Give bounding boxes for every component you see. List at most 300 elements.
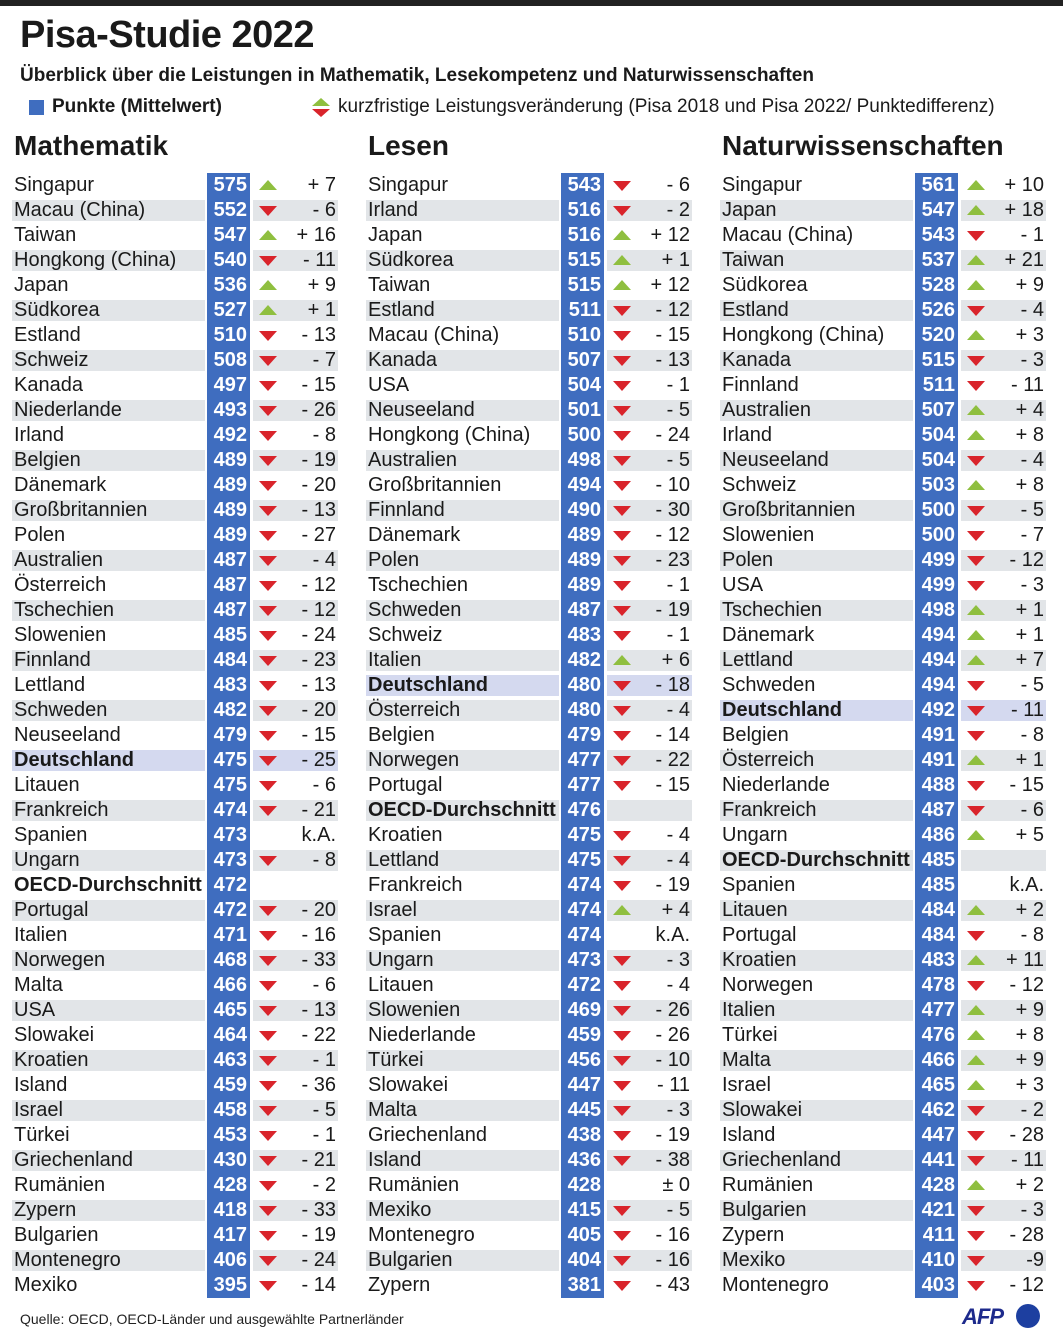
triangle-down-icon	[258, 779, 278, 792]
change-value: - 25	[301, 749, 336, 771]
triangle-up-icon	[612, 279, 632, 292]
change-value: - 5	[666, 1199, 690, 1221]
country-name: Macau (China)	[722, 224, 854, 246]
score-value: 458	[207, 1098, 250, 1123]
triangle-down-icon	[966, 1129, 986, 1142]
country-name: Malta	[368, 1099, 417, 1121]
triangle-down-icon	[612, 304, 632, 317]
triangle-down-icon	[258, 754, 278, 767]
table-row	[720, 348, 1050, 373]
triangle-up-icon	[966, 254, 986, 267]
triangle-up-icon	[966, 429, 986, 442]
country-name: Slowakei	[14, 1024, 95, 1046]
triangle-up-icon	[258, 279, 278, 292]
score-value: 543	[915, 223, 958, 248]
country-name: Großbritannien	[14, 499, 148, 521]
country-name: Portugal	[14, 899, 89, 921]
score-value: 428	[561, 1173, 604, 1198]
country-name: Malta	[722, 1049, 771, 1071]
table-row	[12, 898, 342, 923]
change-value: - 3	[1020, 574, 1044, 596]
score-value: 441	[915, 1148, 958, 1173]
country-name: Israel	[722, 1074, 771, 1096]
score-value: 487	[207, 598, 250, 623]
change-value: + 8	[1015, 1024, 1044, 1046]
table-row	[366, 523, 696, 548]
triangle-up-icon	[966, 404, 986, 417]
score-value: 540	[207, 248, 250, 273]
table-row	[12, 398, 342, 423]
change-value: - 19	[655, 874, 690, 896]
triangle-down-icon	[966, 979, 986, 992]
change-value: - 3	[1020, 349, 1044, 371]
score-value: 499	[915, 573, 958, 598]
triangle-down-icon	[258, 1279, 278, 1292]
country-name: Kroatien	[368, 824, 443, 846]
change-value: - 11	[1011, 699, 1044, 721]
country-name: Neuseeland	[722, 449, 829, 471]
score-value: 479	[207, 723, 250, 748]
triangle-down-icon	[612, 629, 632, 642]
country-name: Kanada	[14, 374, 83, 396]
score-value: 469	[561, 998, 604, 1023]
change-value: + 2	[1015, 1174, 1044, 1196]
country-name: Zypern	[14, 1199, 77, 1221]
change-value: + 16	[296, 224, 336, 246]
country-name: Frankreich	[368, 874, 463, 896]
score-value: 475	[207, 748, 250, 773]
oecd-average-row	[720, 848, 1050, 873]
triangle-down-icon	[258, 479, 278, 492]
score-value: 415	[561, 1198, 604, 1223]
triangle-up-icon	[258, 179, 278, 192]
legend	[20, 96, 1060, 120]
triangle-down-icon	[612, 1204, 632, 1217]
triangle-down-icon	[612, 1104, 632, 1117]
table-row	[366, 398, 696, 423]
change-value: - 21	[301, 799, 336, 821]
country-name: Italien	[14, 924, 68, 946]
triangle-up-icon	[966, 954, 986, 967]
country-name: Portugal	[368, 774, 443, 796]
table-row	[366, 1073, 696, 1098]
highlight-row-deutschland	[720, 698, 1050, 723]
score-value: 494	[561, 473, 604, 498]
triangle-up-icon	[966, 1004, 986, 1017]
table-row	[12, 373, 342, 398]
triangle-down-icon	[612, 404, 632, 417]
country-name: Island	[368, 1149, 422, 1171]
score-value: 405	[561, 1223, 604, 1248]
country-name: Macau (China)	[14, 199, 146, 221]
page-title: Pisa-Studie 2022	[20, 14, 315, 56]
triangle-down-icon	[258, 404, 278, 417]
score-value: 395	[207, 1273, 250, 1298]
country-name: Slowenien	[722, 524, 815, 546]
change-value: - 28	[1009, 1124, 1044, 1146]
country-name: Tschechien	[368, 574, 469, 596]
table-row	[720, 948, 1050, 973]
country-name: Kanada	[368, 349, 437, 371]
country-name: Türkei	[722, 1024, 778, 1046]
country-name: Spanien	[14, 824, 88, 846]
change-value: - 3	[666, 1099, 690, 1121]
country-name: Estland	[14, 324, 81, 346]
table-row	[720, 198, 1050, 223]
table-row	[720, 623, 1050, 648]
table-row	[12, 323, 342, 348]
score-value: 515	[561, 273, 604, 298]
triangle-down-icon	[612, 504, 632, 517]
change-value: + 1	[661, 249, 690, 271]
score-value: 526	[915, 298, 958, 323]
change-value: - 11	[1011, 1149, 1044, 1171]
country-name: Taiwan	[722, 249, 785, 271]
table-row	[720, 773, 1050, 798]
triangle-down-icon	[966, 679, 986, 692]
change-value: - 14	[655, 724, 690, 746]
country-name: Kanada	[722, 349, 791, 371]
score-value: 475	[561, 823, 604, 848]
change-value: + 11	[1006, 949, 1044, 971]
score-value: 459	[207, 1073, 250, 1098]
triangle-down-icon	[258, 1154, 278, 1167]
score-value: 428	[915, 1173, 958, 1198]
change-value: k.A.	[301, 824, 336, 846]
country-name: Israel	[368, 899, 417, 921]
country-name: Mexiko	[14, 1274, 78, 1296]
country-name: Griechenland	[722, 1149, 841, 1171]
score-value: 487	[207, 548, 250, 573]
change-value: + 1	[1015, 749, 1044, 771]
change-value: - 13	[301, 674, 336, 696]
score-value: 418	[207, 1198, 250, 1223]
score-value: 504	[915, 448, 958, 473]
highlight-row-deutschland	[12, 748, 342, 773]
country-name: OECD-Durchschnitt	[14, 874, 202, 896]
score-value: 479	[561, 723, 604, 748]
legend-points-label: Punkte (Mittelwert)	[52, 96, 222, 117]
score-value: 445	[561, 1098, 604, 1123]
triangle-up-icon	[966, 754, 986, 767]
row-stripe	[961, 850, 1046, 871]
triangle-down-icon	[258, 379, 278, 392]
change-value: - 5	[666, 449, 690, 471]
table-row	[366, 423, 696, 448]
score-value: 483	[207, 673, 250, 698]
score-value: 547	[207, 223, 250, 248]
triangle-down-icon	[612, 854, 632, 867]
triangle-down-icon	[612, 704, 632, 717]
country-name: Malta	[14, 974, 63, 996]
change-value: - 11	[303, 249, 336, 271]
table-row	[366, 1048, 696, 1073]
country-name: Ungarn	[368, 949, 434, 971]
table-row	[720, 798, 1050, 823]
change-value: - 4	[666, 699, 690, 721]
triangle-up-icon	[966, 279, 986, 292]
score-value: 520	[915, 323, 958, 348]
country-name: Tschechien	[14, 599, 115, 621]
change-value: - 14	[301, 1274, 336, 1296]
score-value: 500	[915, 498, 958, 523]
score-value: 489	[561, 548, 604, 573]
triangle-down-icon	[612, 204, 632, 217]
country-name: Belgien	[722, 724, 789, 746]
change-value: + 1	[307, 299, 336, 321]
change-value: - 22	[301, 1024, 336, 1046]
triangle-down-icon	[966, 354, 986, 367]
table-row	[720, 1098, 1050, 1123]
change-value: - 8	[1020, 724, 1044, 746]
change-value: + 21	[1004, 249, 1044, 271]
triangle-down-icon	[258, 654, 278, 667]
score-value: 575	[207, 173, 250, 198]
change-value: + 8	[1015, 424, 1044, 446]
change-value: - 1	[312, 1124, 336, 1146]
country-name: Slowenien	[368, 999, 461, 1021]
score-value: 499	[915, 548, 958, 573]
triangle-down-icon	[612, 429, 632, 442]
triangle-down-icon	[966, 304, 986, 317]
score-value: 410	[915, 1248, 958, 1273]
triangle-up-icon	[966, 629, 986, 642]
triangle-up-icon	[612, 654, 632, 667]
score-value: 482	[207, 698, 250, 723]
change-value: ± 0	[662, 1174, 690, 1196]
country-name: Singapur	[14, 174, 95, 196]
table-row	[366, 223, 696, 248]
change-value: - 43	[655, 1274, 690, 1296]
triangle-down-icon	[612, 1254, 632, 1267]
score-value: 490	[561, 498, 604, 523]
table-row	[720, 1073, 1050, 1098]
score-value: 489	[561, 523, 604, 548]
score-value: 500	[915, 523, 958, 548]
country-name: Estland	[368, 299, 435, 321]
triangle-down-icon	[612, 454, 632, 467]
score-value: 528	[915, 273, 958, 298]
score-value: 494	[915, 648, 958, 673]
score-value: 515	[915, 348, 958, 373]
change-value: -9	[1026, 1249, 1044, 1271]
country-name: Polen	[722, 549, 774, 571]
score-value: 489	[561, 573, 604, 598]
change-value: - 4	[1020, 299, 1044, 321]
score-value: 501	[561, 398, 604, 423]
table-row	[12, 248, 342, 273]
change-value: - 4	[666, 824, 690, 846]
table-row	[12, 1173, 342, 1198]
score-value: 485	[915, 873, 958, 898]
country-name: Irland	[368, 199, 419, 221]
table-row	[720, 648, 1050, 673]
triangle-down-icon	[966, 529, 986, 542]
country-name: Schweden	[722, 674, 816, 696]
change-value: - 7	[312, 349, 336, 371]
triangle-down-icon	[612, 829, 632, 842]
country-name: Slowakei	[368, 1074, 449, 1096]
change-value: - 15	[1009, 774, 1044, 796]
table-row	[12, 623, 342, 648]
country-name: Bulgarien	[368, 1249, 453, 1271]
country-name: Deutschland	[14, 749, 135, 771]
triangle-down-icon	[612, 1004, 632, 1017]
table-row	[366, 323, 696, 348]
triangle-down-icon	[966, 504, 986, 517]
score-value: 484	[207, 648, 250, 673]
table-row	[12, 1098, 342, 1123]
table-row	[720, 1173, 1050, 1198]
score-value: 498	[561, 448, 604, 473]
score-value: 473	[207, 823, 250, 848]
table-row	[720, 423, 1050, 448]
table-row	[12, 573, 342, 598]
change-value: - 5	[312, 1099, 336, 1121]
country-name: Polen	[368, 549, 420, 571]
triangle-down-icon	[258, 804, 278, 817]
triangle-down-icon	[258, 579, 278, 592]
triangle-down-icon	[258, 254, 278, 267]
change-value: - 12	[655, 299, 690, 321]
triangle-down-icon	[612, 954, 632, 967]
country-name: Slowenien	[14, 624, 107, 646]
change-value: - 12	[301, 599, 336, 621]
score-value: 561	[915, 173, 958, 198]
score-value: 475	[207, 773, 250, 798]
country-name: Montenegro	[722, 1274, 829, 1296]
table-row	[720, 173, 1050, 198]
triangle-down-icon	[612, 179, 632, 192]
ranking-list	[366, 173, 696, 1298]
table-row	[720, 273, 1050, 298]
triangle-down-icon	[258, 1254, 278, 1267]
score-value: 464	[207, 1023, 250, 1048]
table-row	[720, 748, 1050, 773]
column-heading: Lesen	[368, 130, 449, 161]
table-row	[366, 598, 696, 623]
table-row	[12, 498, 342, 523]
change-value: + 7	[1015, 649, 1044, 671]
triangle-down-icon	[612, 529, 632, 542]
country-name: Israel	[14, 1099, 63, 1121]
score-value: 447	[915, 1123, 958, 1148]
country-name: Österreich	[722, 749, 815, 771]
table-row	[12, 723, 342, 748]
table-row	[720, 1273, 1050, 1298]
score-value: 465	[915, 1073, 958, 1098]
country-name: Schweden	[14, 699, 108, 721]
triangle-down-icon	[258, 679, 278, 692]
score-value: 477	[561, 748, 604, 773]
triangle-down-icon	[966, 1204, 986, 1217]
country-name: Spanien	[368, 924, 442, 946]
country-name: Portugal	[722, 924, 797, 946]
country-name: Slowakei	[722, 1099, 803, 1121]
country-name: Rumänien	[368, 1174, 460, 1196]
change-value: - 11	[1011, 374, 1044, 396]
score-value: 486	[915, 823, 958, 848]
triangle-down-icon	[612, 604, 632, 617]
change-value: + 7	[307, 174, 336, 196]
triangle-up-icon	[966, 604, 986, 617]
table-row	[720, 923, 1050, 948]
legend-change-label: kurzfristige Leistungsveränderung (Pisa 2018 und Pisa 2022/ Punktedifferenz)	[338, 96, 995, 117]
change-value: - 23	[655, 549, 690, 571]
score-value: 487	[915, 798, 958, 823]
triangle-down-icon	[612, 1129, 632, 1142]
country-name: Neuseeland	[368, 399, 475, 421]
change-value: - 26	[655, 999, 690, 1021]
score-value: 492	[915, 698, 958, 723]
score-value: 516	[561, 198, 604, 223]
triangle-down-icon	[258, 454, 278, 467]
country-name: Litauen	[14, 774, 80, 796]
triangle-down-icon	[258, 704, 278, 717]
change-value: - 30	[655, 499, 690, 521]
change-value: - 1	[666, 624, 690, 646]
table-row	[720, 973, 1050, 998]
change-value: + 6	[661, 649, 690, 671]
change-value: - 19	[655, 599, 690, 621]
table-row	[720, 448, 1050, 473]
triangle-down-icon	[966, 804, 986, 817]
country-name: Lettland	[14, 674, 86, 696]
change-value: k.A.	[1009, 874, 1044, 896]
table-row	[366, 373, 696, 398]
change-value: + 1	[1015, 599, 1044, 621]
change-value: + 9	[1015, 999, 1044, 1021]
country-name: Bulgarien	[14, 1224, 99, 1246]
table-row	[366, 298, 696, 323]
change-value: + 10	[1004, 174, 1044, 196]
change-value: - 27	[301, 524, 336, 546]
table-row	[366, 1023, 696, 1048]
table-row	[720, 1048, 1050, 1073]
triangle-down-icon	[612, 1229, 632, 1242]
score-value: 475	[561, 848, 604, 873]
triangle-down-icon	[258, 1104, 278, 1117]
triangle-down-icon	[966, 1254, 986, 1267]
score-value: 403	[915, 1273, 958, 1298]
change-value: - 26	[655, 1024, 690, 1046]
score-value: 507	[915, 398, 958, 423]
table-row	[366, 998, 696, 1023]
table-row	[720, 873, 1050, 898]
change-value: + 9	[1015, 1049, 1044, 1071]
score-value: 477	[561, 773, 604, 798]
score-value: 484	[915, 923, 958, 948]
country-name: Spanien	[722, 874, 796, 896]
table-row	[366, 1173, 696, 1198]
country-name: Lettland	[368, 849, 440, 871]
change-value: - 20	[301, 474, 336, 496]
country-name: Australien	[368, 449, 457, 471]
table-row	[720, 573, 1050, 598]
table-row	[12, 173, 342, 198]
country-name: Polen	[14, 524, 66, 546]
table-row	[366, 573, 696, 598]
score-value: 453	[207, 1123, 250, 1148]
table-row	[12, 648, 342, 673]
country-name: Finnland	[14, 649, 91, 671]
change-value: + 12	[650, 224, 690, 246]
change-value: - 6	[312, 199, 336, 221]
score-value: 500	[561, 423, 604, 448]
table-row	[720, 523, 1050, 548]
country-name: Italien	[722, 999, 776, 1021]
source-note: Quelle: OECD, OECD-Länder und ausgewählte Partnerländer	[20, 1311, 404, 1327]
